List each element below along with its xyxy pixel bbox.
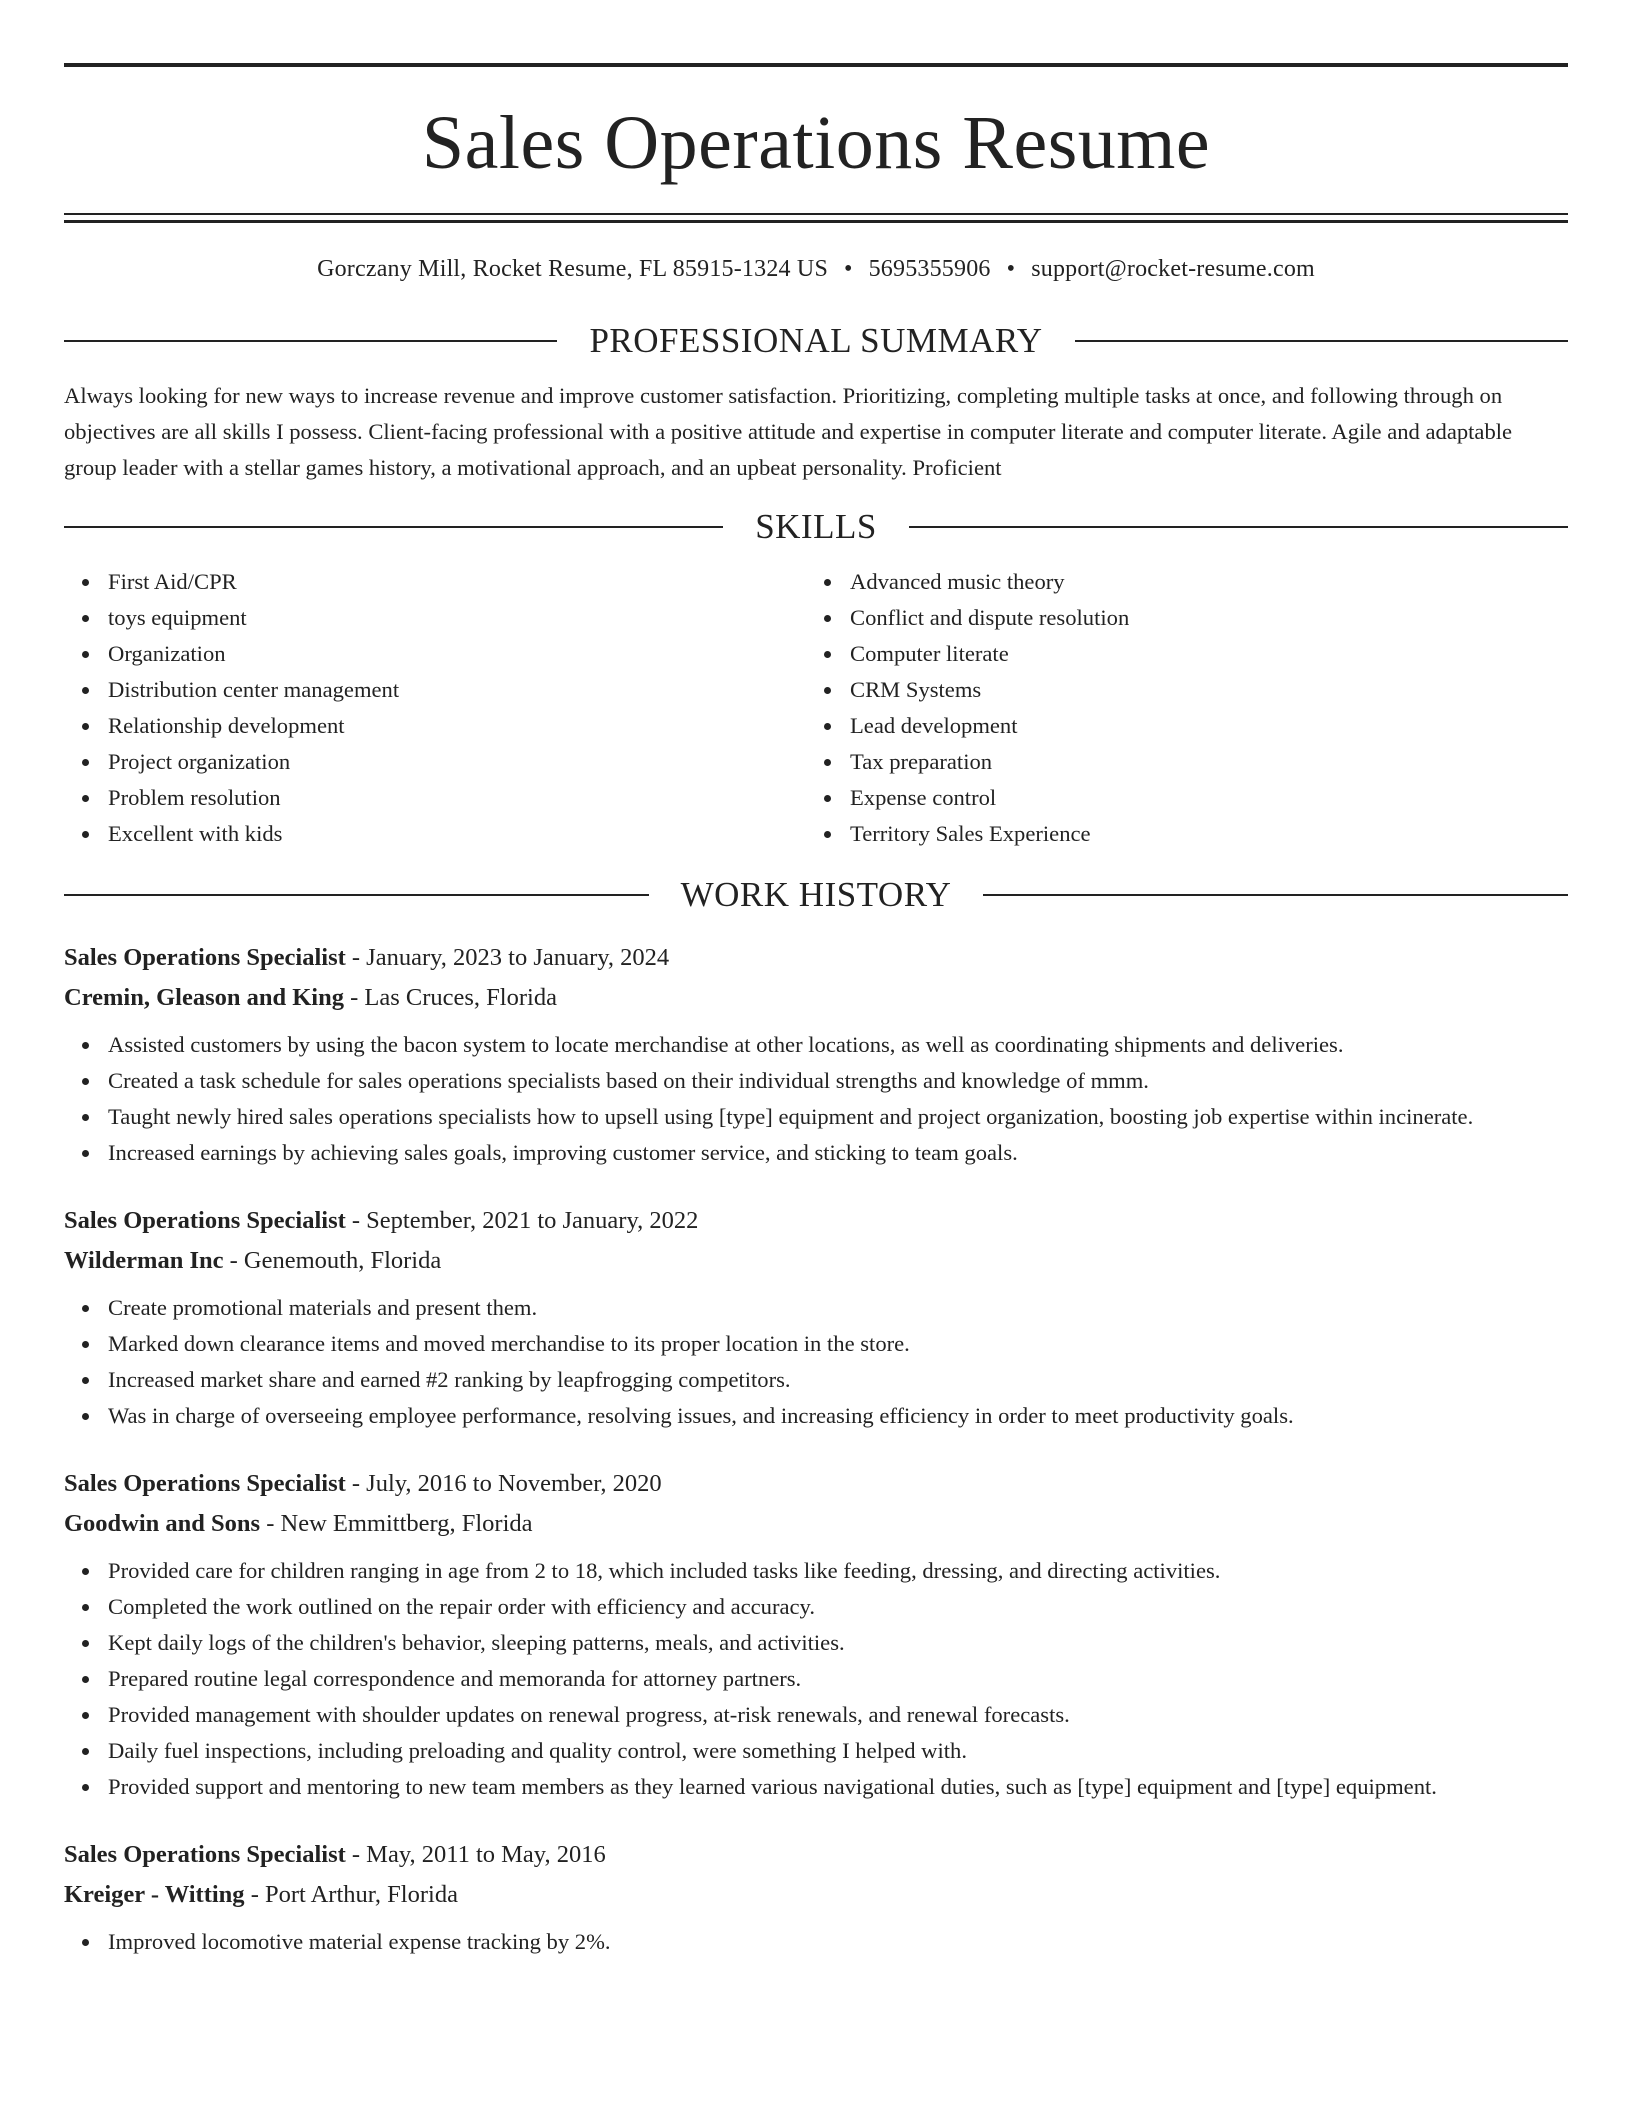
job-entry (64, 938, 1568, 1171)
skills-column-right (806, 564, 1548, 852)
skill-item: toys equipment (108, 600, 806, 636)
job-entry (64, 1835, 1568, 1960)
job-bullet: Improved locomotive material expense tracking by 2%. (108, 1924, 1568, 1960)
heading-rule-left (64, 894, 649, 896)
job-bullet: Provided care for children ranging in age from 2 to 18, which included tasks like feeding, dressing, and directing activities. (108, 1553, 1568, 1589)
job-entry (64, 1464, 1568, 1805)
skill-item: First Aid/CPR (108, 564, 806, 600)
job-title-line (64, 1201, 1568, 1241)
skill-item: Project organization (108, 744, 806, 780)
job-bullet: Prepared routine legal correspondence and memoranda for attorney partners. (108, 1661, 1568, 1697)
resume-page (64, 63, 1568, 1960)
job-bullets (64, 1553, 1568, 1805)
contact-separator: • (1006, 256, 1016, 282)
job-bullets (64, 1290, 1568, 1434)
job-title: Sales Operations Specialist (64, 1841, 346, 1868)
summary-text: Always looking for new ways to increase revenue and improve customer satisfaction. Prioritizing, completing multiple tasks at once, and following through on objectives are all skills I possess. Client-facing professional with a positive attitude and expertise in computer literate and computer literate. Agile and adaptable group leader with a stellar games history, a motivational approach, and an upbeat personality. Proficient (64, 383, 1513, 480)
job-title: Sales Operations Specialist (64, 944, 346, 971)
skill-item: Territory Sales Experience (850, 816, 1548, 852)
contact-address: Gorczany Mill, Rocket Resume, FL 85915-1324 US (317, 256, 828, 282)
work-history-heading (64, 873, 1568, 917)
top-rule (64, 63, 1568, 67)
contact-email: support@rocket-resume.com (1031, 256, 1315, 282)
job-company-line (64, 1875, 1568, 1915)
job-bullets (64, 1027, 1568, 1171)
work-history-heading-label: WORK HISTORY (680, 875, 952, 914)
job-dates: - January, 2023 to January, 2024 (345, 944, 670, 971)
summary-heading-label: PROFESSIONAL SUMMARY (589, 321, 1043, 360)
job-company-line (64, 1504, 1568, 1544)
resume-title: Sales Operations Resume (421, 101, 1211, 185)
skills-list (64, 564, 1568, 852)
job-title-line (64, 1835, 1568, 1875)
job-bullet: Created a task schedule for sales operations specialists based on their individual strengths and knowledge of mmm. (108, 1063, 1568, 1099)
job-bullet: Increased earnings by achieving sales goals, improving customer service, and sticking to team goals. (108, 1135, 1568, 1171)
job-bullet: Was in charge of overseeing employee performance, resolving issues, and increasing efficiency in order to meet productivity goals. (108, 1398, 1568, 1434)
skill-item: Problem resolution (108, 780, 806, 816)
job-bullet: Daily fuel inspections, including preloading and quality control, were something I helped with. (108, 1733, 1568, 1769)
contact-line (64, 253, 1568, 285)
contact-separator: • (844, 256, 853, 282)
skill-item: Expense control (850, 780, 1548, 816)
job-bullet: Create promotional materials and present them. (108, 1290, 1568, 1326)
job-title: Sales Operations Specialist (64, 1207, 346, 1234)
skill-item: Excellent with kids (108, 816, 806, 852)
job-title-line (64, 938, 1568, 978)
heading-rule-left (64, 340, 557, 342)
job-title-line (64, 1464, 1568, 1504)
job-bullet: Taught newly hired sales operations specialists how to upsell using [type] equipment and project organization, boosting job expertise within incinerate. (108, 1099, 1568, 1135)
job-company: Kreiger - Witting (64, 1881, 245, 1908)
skill-item: Tax preparation (850, 744, 1548, 780)
skill-item: Lead development (850, 708, 1548, 744)
job-bullet: Kept daily logs of the children's behavior, sleeping patterns, meals, and activities. (108, 1625, 1568, 1661)
job-location: - Las Cruces, Florida (343, 984, 557, 1011)
job-company: Goodwin and Sons (64, 1510, 261, 1537)
job-bullet: Assisted customers by using the bacon system to locate merchandise at other locations, as well as coordinating shipments and deliveries. (108, 1027, 1568, 1063)
heading-rule-right (909, 526, 1568, 528)
skill-item: Computer literate (850, 636, 1548, 672)
job-bullet: Increased market share and earned #2 ranking by leapfrogging competitors. (108, 1362, 1568, 1398)
job-dates: - July, 2016 to November, 2020 (345, 1470, 662, 1497)
job-company-line (64, 1241, 1568, 1281)
skill-item: CRM Systems (850, 672, 1548, 708)
job-bullet: Marked down clearance items and moved merchandise to its proper location in the store. (108, 1326, 1568, 1362)
job-title: Sales Operations Specialist (64, 1470, 346, 1497)
skill-item: Conflict and dispute resolution (850, 600, 1548, 636)
skills-heading-label: SKILLS (755, 507, 877, 546)
skills-column-left (64, 564, 806, 852)
job-company-line (64, 978, 1568, 1018)
heading-rule-right (1075, 340, 1568, 342)
job-location: - Port Arthur, Florida (244, 1881, 458, 1908)
job-bullet: Provided support and mentoring to new team members as they learned various navigational duties, such as [type] equipment and [type] equipment. (108, 1769, 1568, 1805)
job-bullet: Provided management with shoulder updates on renewal progress, at-risk renewals, and renewal forecasts. (108, 1697, 1568, 1733)
contact-phone: 5695355906 (868, 256, 991, 282)
skill-item: Advanced music theory (850, 564, 1548, 600)
summary-heading (64, 319, 1568, 363)
heading-rule-left (64, 526, 723, 528)
job-company: Cremin, Gleason and King (64, 984, 344, 1011)
job-company: Wilderman Inc (64, 1247, 224, 1274)
title-double-rule (64, 213, 1568, 215)
job-dates: - May, 2011 to May, 2016 (345, 1841, 606, 1868)
job-dates: - September, 2021 to January, 2022 (345, 1207, 699, 1234)
job-location: - Genemouth, Florida (223, 1247, 442, 1274)
skills-heading (64, 505, 1568, 549)
job-entry (64, 1201, 1568, 1434)
job-bullets (64, 1924, 1568, 1960)
skill-item: Relationship development (108, 708, 806, 744)
job-bullet: Completed the work outlined on the repair order with efficiency and accuracy. (108, 1589, 1568, 1625)
heading-rule-right (983, 894, 1568, 896)
job-location: - New Emmittberg, Florida (260, 1510, 533, 1537)
skill-item: Distribution center management (108, 672, 806, 708)
skill-item: Organization (108, 636, 806, 672)
